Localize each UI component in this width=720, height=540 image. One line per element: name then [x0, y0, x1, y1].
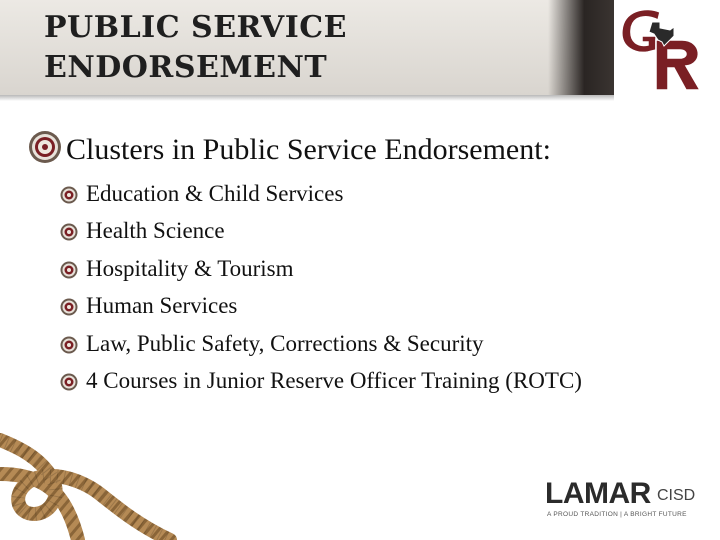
- brand-suffix: CISD: [657, 487, 696, 504]
- seal-bullet-icon: [60, 223, 78, 241]
- gr-logo-icon: [616, 0, 718, 95]
- header-shadow: [0, 95, 614, 101]
- list-item-label: Human Services: [86, 293, 238, 318]
- school-logo: [614, 0, 720, 95]
- seal-bullet-icon: [28, 130, 62, 164]
- rope-knot-icon: [0, 418, 200, 540]
- list-item-label: Law, Public Safety, Corrections & Security: [86, 331, 484, 356]
- slide-title: PUBLIC SERVICE ENDORSEMENT: [44, 10, 347, 85]
- seal-bullet-icon: [60, 261, 78, 279]
- list-item-label: Education & Child Services: [86, 181, 344, 206]
- list-item-label: Health Science: [86, 218, 225, 243]
- seal-bullet-icon: [60, 298, 78, 316]
- seal-bullet-icon: [60, 336, 78, 354]
- brand-name: LAMAR: [545, 477, 651, 510]
- header-dark-fade: [548, 0, 614, 95]
- header-band: [0, 0, 720, 95]
- list-item-label: 4 Courses in Junior Reserve Officer Training (ROTC): [86, 368, 582, 393]
- seal-bullet-icon: [60, 186, 78, 204]
- district-brand: [545, 476, 705, 524]
- seal-bullet-icon: [60, 373, 78, 391]
- brand-tagline: A PROUD TRADITION | A BRIGHT FUTURE: [547, 511, 687, 518]
- list-item-label: Hospitality & Tourism: [86, 256, 294, 281]
- cluster-heading: Clusters in Public Service Endorsement:: [66, 133, 551, 166]
